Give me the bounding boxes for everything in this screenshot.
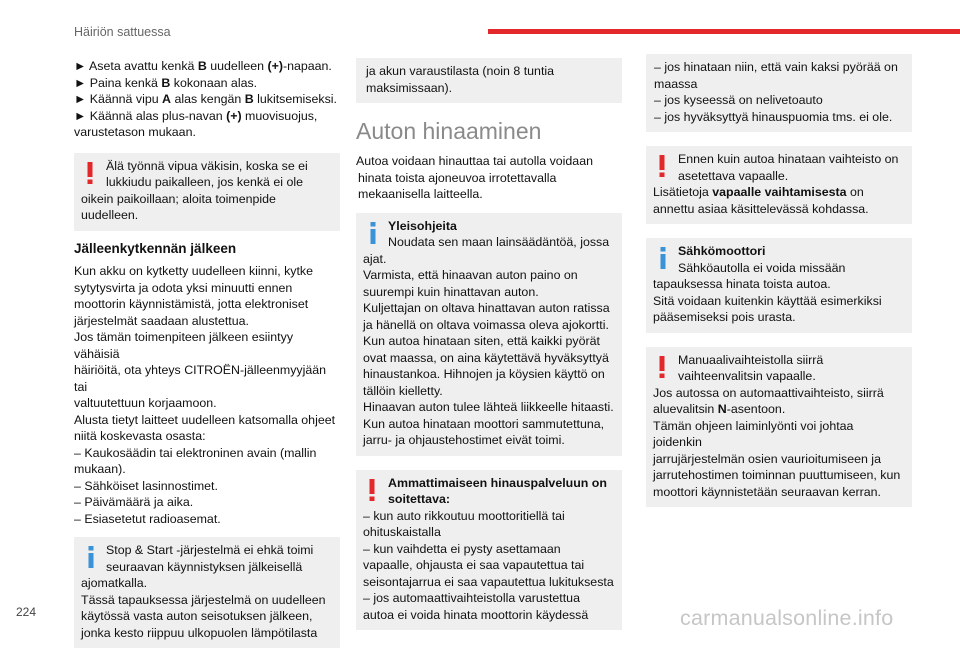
step-item — [74, 108, 340, 125]
text-line: – Esiasetetut radioasemat. — [74, 511, 221, 526]
text-line: sytytysvirta ja odota yksi minuutti ennen — [74, 280, 293, 295]
text-run: on — [846, 185, 864, 199]
text-line: ja akun varaustilasta (noin 8 tuntia — [366, 64, 555, 78]
step-item — [74, 91, 340, 108]
text-line: Ennen kuin autoa hinataan vaihteisto on — [678, 152, 899, 166]
text-line: mekaanisella laitteella. — [358, 187, 483, 201]
text-run: -asentoon. — [726, 402, 786, 416]
text-line: – Sähköiset lasinnostimet. — [74, 478, 218, 493]
text-line: – jos kyseessä on nelivetoauto — [654, 93, 823, 107]
warning-text — [81, 158, 333, 224]
text-run: uudelleen — [206, 59, 268, 73]
info-text — [653, 260, 905, 326]
text-run: (+) — [267, 59, 283, 73]
info-icon — [84, 545, 98, 569]
text-run: ► Käännä alas plus-navan — [74, 108, 227, 123]
column-3 — [646, 54, 912, 517]
text-run: B — [161, 75, 171, 90]
text-line: pääsemiseksi pois urasta. — [653, 310, 796, 324]
text-run: kokonaan alas. — [170, 75, 258, 90]
warning-text-last: annettu asiaa käsittelevässä kohdassa. — [653, 201, 869, 216]
text-line: suurempi kuin hinattavan auton. — [363, 284, 539, 299]
continued-text — [366, 63, 614, 96]
text-run: varustetason mukaan. — [74, 125, 196, 139]
text-run: ► Paina kenkä — [74, 75, 162, 90]
page-number: 224 — [16, 605, 37, 619]
text-line: Stop & Start -järjestelmä ei ehkä toimi — [106, 543, 314, 557]
step-item — [74, 58, 340, 75]
header-accent-bar — [488, 29, 960, 34]
text-line: – kun vaihdetta ei pysty asettamaan — [363, 541, 561, 556]
text-run: (+) — [226, 108, 242, 123]
warning-text-selector — [653, 401, 905, 418]
warning-box-professional — [356, 470, 622, 631]
text-run: -napaan. — [282, 59, 332, 73]
text-line: maksimissaan). — [366, 80, 453, 95]
text-line: Älä työnnä vipua väkisin, koska se ei — [106, 158, 308, 173]
text-line: Jos autossa on automaattivaihteisto, siirrä — [653, 385, 884, 400]
warning-icon — [655, 355, 669, 379]
step-list — [74, 58, 340, 141]
step-item — [74, 124, 340, 141]
section-title: Auton hinaaminen — [356, 118, 542, 144]
text-line: – kun auto rikkoutuu moottoritiellä tai — [363, 508, 565, 523]
step-item — [74, 75, 340, 92]
text-line: soitettava: — [388, 492, 450, 506]
text-line: Manuaalivaihteistolla siirrä — [678, 352, 824, 367]
text-line: – jos automaattivaihteistolla varustettua — [363, 591, 580, 605]
text-line: – jos hyväksyttyä hinauspuomia tms. ei ole. — [654, 109, 893, 124]
warning-icon — [365, 478, 379, 502]
info-icon — [656, 246, 670, 270]
text-line: – jos hinataan niin, että vain kaksi pyörää on — [654, 60, 898, 74]
info-box-stop-start — [74, 537, 340, 648]
warning-text-rest — [653, 418, 905, 501]
text-line: ovat maassa, on aina käytettävä hyväksyttyä — [363, 350, 609, 365]
text-line: jarru- ja ohjaustehostimet eivät toimi. — [363, 433, 565, 447]
text-line: tapauksessa hinata toista autoa. — [653, 277, 831, 291]
warning-text — [363, 508, 615, 624]
warning-box-lever — [74, 153, 340, 231]
text-line: asetettava vapaalle. — [678, 168, 789, 183]
link-like-bold: vapaalle vaihtamisesta — [712, 185, 847, 199]
text-line: moottori käynnistetään seuraavan kerran. — [653, 484, 881, 499]
text-run: ► Käännä vipu — [74, 92, 163, 106]
text-line: ja hänellä on oltava voimassa oleva ajokortti. — [363, 317, 609, 332]
text-line: moottorin käynnistämistä, jotta elektroniset — [74, 297, 309, 311]
text-line: ajat. — [363, 251, 387, 266]
text-line: seuraavan käynnistyksen jälkeisellä — [106, 559, 303, 574]
text-run: Lisätietoja — [653, 185, 713, 199]
text-line: tällöin kielletty. — [363, 383, 443, 398]
text-line: jarrujärjestelmän osien vaurioitumiseen ja — [653, 451, 881, 466]
text-line: Kun autoa hinataan moottori sammutettuna, — [363, 416, 605, 431]
text-run: alas kengän — [171, 92, 245, 106]
text-line: Sitä voidaan kuitenkin käyttää esimerkiksi — [653, 293, 882, 308]
watermark: carmanualsonline.info — [680, 606, 894, 630]
text-line: oikein paikoillaan; aloita toimenpide — [81, 191, 276, 206]
text-run: B — [197, 59, 207, 73]
text-line: vaihteenvalitsin vapaalle. — [678, 369, 816, 383]
text-line: Kun akku on kytketty uudelleen kiinni, kytke — [74, 264, 313, 278]
text-line: niitä koskevasta osasta: — [74, 429, 206, 443]
text-line: lukkiudu paikalleen, jos kenkä ei ole — [106, 175, 303, 189]
warning-text-more — [653, 184, 905, 201]
text-line: – Päivämäärä ja aika. — [74, 495, 194, 509]
warning-box-neutral — [646, 146, 912, 224]
text-line: vapaalle, ohjausta ei saa vapautettua tai — [363, 558, 585, 572]
text-line: ohituskaistalla — [363, 525, 441, 539]
continued-text — [654, 59, 904, 125]
text-line: Varmista, että hinaavan auton paino on — [363, 268, 578, 282]
running-header: Häiriön sattuessa — [74, 25, 171, 39]
text-line: hinata toista ajoneuvoa irrotettavalla — [358, 170, 557, 185]
text-run: lukitsemiseksi. — [253, 92, 337, 106]
info-text — [363, 234, 615, 449]
text-line: jarrutehostimen toiminnan puuttumiseen, kun — [653, 468, 901, 482]
gear-position: N — [717, 402, 727, 416]
info-title: Yleisohjeita — [388, 218, 457, 233]
text-line: hinaustankoa. Hihnojen ja köysien käyttö on — [363, 367, 605, 381]
warning-title — [363, 475, 615, 508]
text-line: häiriöitä, ota yhteys CITROËN-jälleenmyyjään tai — [74, 363, 327, 394]
text-line: Noudata sen maan lainsäädäntöä, jossa — [388, 235, 610, 249]
text-run: B — [244, 92, 254, 106]
continued-warning-box — [646, 54, 912, 132]
text-line: – Kaukosäädin tai elektroninen avain (mallin — [74, 445, 317, 460]
warning-icon — [655, 154, 669, 178]
text-line: Tämän ohjeen laiminlyönti voi johtaa joidenkin — [653, 418, 854, 449]
info-icon — [366, 221, 380, 245]
text-run: muovisuojus, — [241, 108, 318, 123]
info-text — [81, 542, 333, 641]
text-line: ajomatkalla. — [81, 576, 148, 590]
info-box-electric — [646, 238, 912, 333]
column-1 — [74, 58, 340, 658]
info-box-general — [356, 213, 622, 456]
text-line: uudelleen. — [81, 208, 139, 222]
text-line: Autoa voidaan hinauttaa tai autolla voidaan — [356, 154, 593, 168]
text-line: jonka kesto riippuu ulkopuolen lämpötilasta — [81, 625, 318, 640]
text-line: maassa — [654, 76, 698, 91]
text-line: valtuutettuun korjaamoon. — [74, 396, 217, 410]
continued-info-box — [356, 58, 622, 103]
text-line: Hinaavan auton tulee lähteä liikkeelle hitaasti. — [363, 400, 614, 414]
warning-icon — [83, 161, 97, 185]
column-2 — [356, 58, 622, 640]
text-line: käytössä vasta auton seisotuksen jälkeen, — [81, 609, 313, 623]
text-line: Alusta tietyt laitteet uudelleen katsomalla ohjeet — [74, 412, 336, 427]
text-line: Kun autoa hinataan siten, että kaikki pyörät — [363, 334, 600, 348]
text-line: Sähköautolla ei voida missään — [678, 260, 846, 275]
info-title: Sähkömoottori — [678, 244, 766, 258]
text-line: Kuljettajan on oltava hinattavan auton ratissa — [363, 301, 610, 315]
text-line: Tässä tapauksessa järjestelmä on uudelleen — [81, 592, 326, 607]
warning-box-gear-selector — [646, 347, 912, 508]
reconnect-instructions — [74, 263, 340, 527]
text-line: autoa ei voida hinata moottorin käydessä — [363, 607, 589, 622]
towing-intro — [356, 153, 622, 203]
section-heading: Jälleenkytkennän jälkeen — [74, 240, 237, 256]
text-line: järjestelmät saadaan alustettua. — [74, 313, 249, 328]
text-run: ► Aseta avattu kenkä — [74, 59, 198, 73]
warning-text — [653, 352, 905, 402]
text-line: Ammattimaiseen hinauspalveluun on — [388, 475, 607, 490]
text-line: mukaan). — [74, 462, 126, 476]
text-run: A — [162, 92, 171, 106]
warning-text — [653, 151, 905, 184]
text-line: Jos tämän toimenpiteen jälkeen esiintyy vähäisiä — [74, 330, 294, 361]
text-line: seisontajarrua ei saa vapautettua lukituksesta — [363, 574, 614, 589]
text-run: aluevalitsin — [653, 402, 718, 416]
